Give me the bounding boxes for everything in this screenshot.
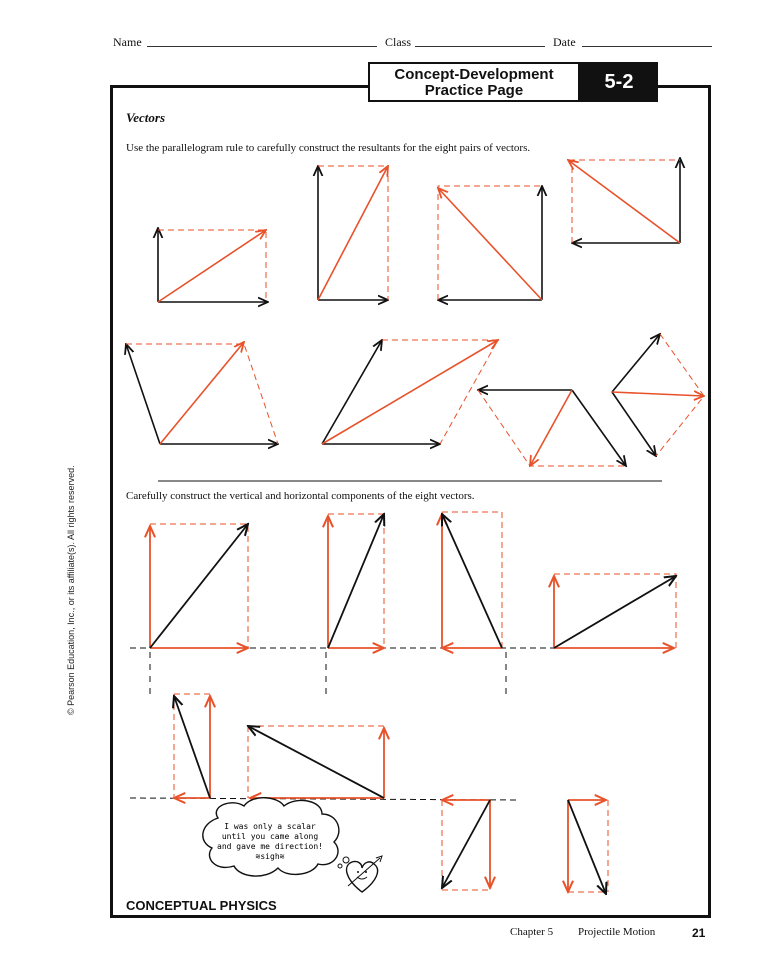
components-7	[442, 800, 490, 890]
part1-instruction: Use the parallelogram rule to carefully construct the resultants for the eight pairs of vectors.	[126, 142, 531, 154]
parallelogram-6	[322, 340, 498, 444]
cartoon-line-2: until you came along	[221, 832, 319, 841]
components-3	[442, 512, 502, 648]
part2-instruction: Carefully construct the vertical and horizontal components of the eight vectors.	[126, 490, 475, 502]
cartoon-line-1: I was only a scalar	[224, 822, 316, 831]
parallelogram-4	[568, 158, 680, 243]
parallelogram-2	[318, 166, 388, 300]
cartoon-line-3: and gave me direction!	[217, 842, 323, 851]
footer-chapter: Chapter 5	[510, 926, 554, 938]
heart-icon	[347, 856, 382, 892]
cartoon-line-4: ≋sigh≋	[255, 852, 285, 861]
date-label: Date	[553, 35, 576, 49]
footer-topic: Projectile Motion	[578, 926, 656, 938]
brand-name: CONCEPTUAL PHYSICS	[126, 898, 277, 913]
components-8	[568, 800, 608, 894]
components-2	[328, 514, 384, 648]
parallelogram-7	[478, 390, 626, 466]
page-number: 21	[692, 926, 706, 940]
title-line-2: Practice Page	[424, 82, 524, 99]
parallelogram-3	[438, 186, 542, 300]
components-5	[174, 694, 210, 798]
class-label: Class	[385, 35, 412, 49]
parallelogram-8	[612, 334, 704, 456]
components-1	[150, 524, 248, 648]
practice-page-number: 5-2	[580, 62, 658, 102]
components-6	[248, 726, 384, 798]
components-4	[554, 574, 676, 648]
parallelogram-1	[158, 228, 268, 302]
name-label: Name	[113, 35, 142, 49]
section-title: Vectors	[126, 110, 165, 125]
title-line-1: Concept-Development	[394, 66, 554, 83]
parallelogram-5	[126, 342, 278, 444]
copyright-notice: © Pearson Education, Inc., or its affiliate(s). All rights reserved.	[66, 465, 76, 715]
